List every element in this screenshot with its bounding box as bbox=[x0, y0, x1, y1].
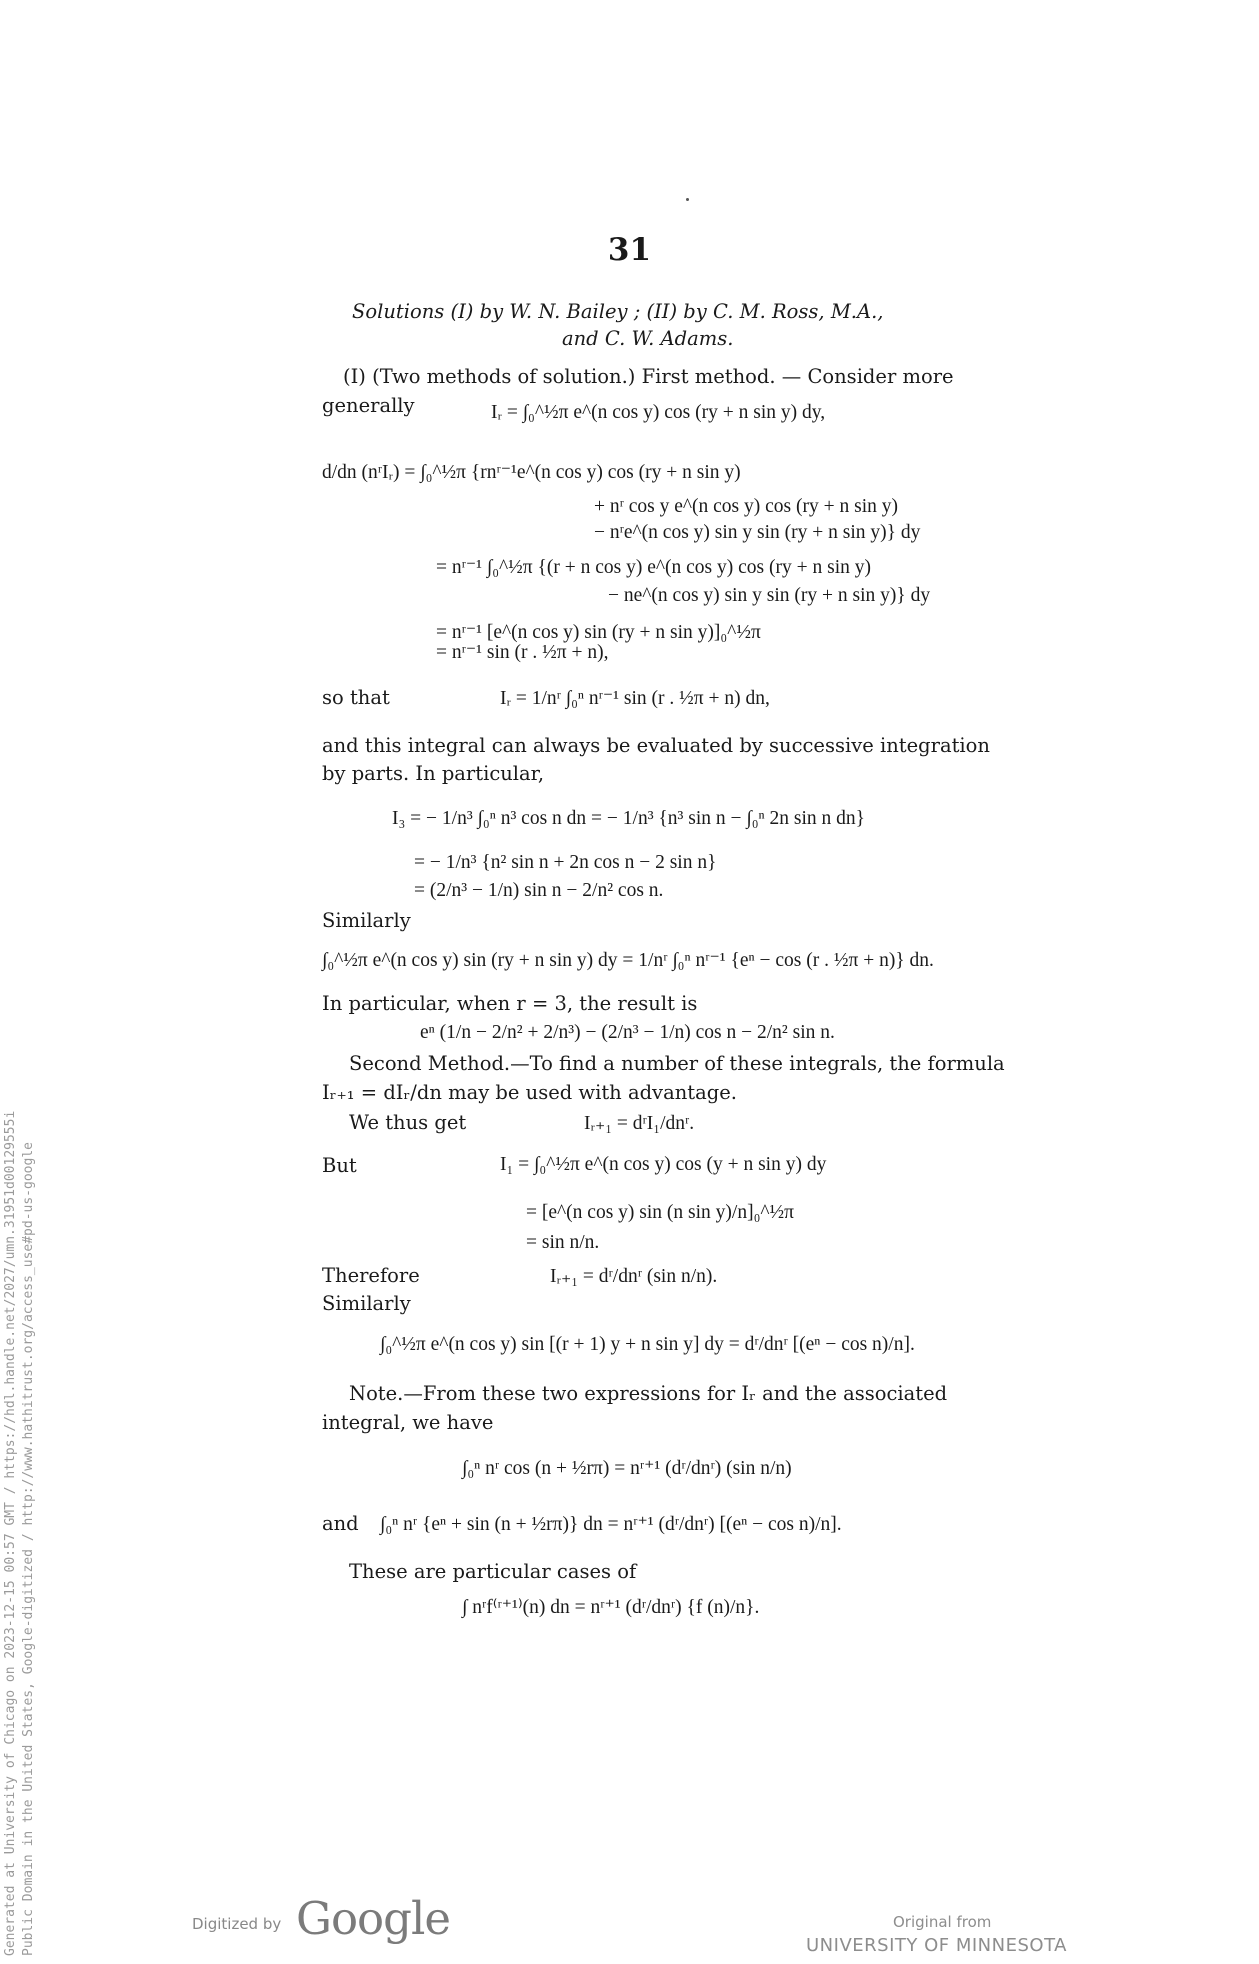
text-line-l18: Similarly bbox=[322, 909, 411, 932]
text-line-l39: These are particular cases of bbox=[349, 1560, 637, 1583]
text-line-l35: integral, we have bbox=[322, 1411, 494, 1434]
text-line-l37: and bbox=[322, 1512, 359, 1535]
page-number: 31 bbox=[607, 232, 652, 268]
text-line-l24: We thus get bbox=[349, 1111, 467, 1134]
text-line-l04: d/dn (nʳIᵣ) = ∫₀^½π {rnʳ⁻¹e^(n cos y) cos (ry + n sin y) bbox=[322, 462, 741, 483]
university-label: UNIVERSITY OF MINNESOTA bbox=[806, 1935, 1067, 1956]
text-line-l34: Note.—From these two expressions for Iᵣ and the associated bbox=[349, 1382, 948, 1405]
text-line-l15: I₃ = − 1/n³ ∫₀ⁿ n³ cos n dn = − 1/n³ {n³ sin n − ∫₀ⁿ 2n sin n dn} bbox=[392, 808, 866, 829]
text-line-l30: Therefore bbox=[322, 1264, 420, 1287]
text-line-l17: = (2/n³ − 1/n) sin n − 2/n² cos n. bbox=[414, 880, 664, 901]
text-line-l02: generally bbox=[322, 394, 415, 417]
text-line-l07: = nʳ⁻¹ ∫₀^½π {(r + n cos y) e^(n cos y) cos (ry + n sin y) bbox=[436, 557, 871, 578]
text-line-l26: But bbox=[322, 1154, 357, 1177]
text-line-l05: + nʳ cos y e^(n cos y) cos (ry + n sin y) bbox=[594, 496, 898, 517]
text-line-l23: Iᵣ₊₁ = dIᵣ/dn may be used with advantage. bbox=[322, 1081, 737, 1104]
text-line-l21: eⁿ (1/n − 2/n² + 2/n³) − (2/n³ − 1/n) cos n − 2/n² sin n. bbox=[420, 1022, 835, 1043]
text-line-l09: = nʳ⁻¹ [e^(n cos y) sin (ry + n sin y)]₀^½π bbox=[436, 622, 761, 643]
text-line-l03: Iᵣ = ∫₀^½π e^(n cos y) cos (ry + n sin y) dy, bbox=[491, 402, 826, 423]
sidebar-line-1: Generated at University of Chicago on 2023-12-15 00:57 GMT / https://hdl.handle.net/2027/umn.31951d00129555i bbox=[3, 1110, 18, 1956]
hathitrust-sidebar bbox=[2, 1111, 38, 1956]
text-line-l28: = [e^(n cos y) sin (n sin y)/n]₀^½π bbox=[526, 1202, 794, 1223]
text-line-l20: In particular, when r = 3, the result is bbox=[322, 992, 698, 1015]
text-line-l10: = nʳ⁻¹ sin (r . ½π + n), bbox=[436, 642, 609, 663]
speck-mark bbox=[686, 198, 689, 201]
text-line-l01: (I) (Two methods of solution.) First method. — Consider more bbox=[343, 365, 954, 388]
text-line-l32: Similarly bbox=[322, 1292, 411, 1315]
text-line-l27: I₁ = ∫₀^½π e^(n cos y) cos (y + n sin y) dy bbox=[500, 1154, 827, 1175]
text-line-l12: Iᵣ = 1/nʳ ∫₀ⁿ nʳ⁻¹ sin (r . ½π + n) dn, bbox=[500, 688, 770, 709]
digitized-by-label: Digitized by bbox=[192, 1915, 282, 1933]
original-from-label: Original from bbox=[893, 1913, 992, 1931]
text-line-l31: Iᵣ₊₁ = dʳ/dnʳ (sin n/n). bbox=[550, 1266, 718, 1287]
text-line-l19: ∫₀^½π e^(n cos y) sin (ry + n sin y) dy = 1/nʳ ∫₀ⁿ nʳ⁻¹ {eⁿ − cos (r . ½π + n)} dn. bbox=[322, 950, 934, 971]
google-logo: Google bbox=[296, 1892, 450, 1945]
text-line-l38: ∫₀ⁿ nʳ {eⁿ + sin (n + ½rπ)} dn = nʳ⁺¹ (dʳ/dnʳ) [(eⁿ − cos n)/n]. bbox=[380, 1514, 842, 1535]
text-line-l08: − ne^(n cos y) sin y sin (ry + n sin y)} dy bbox=[608, 585, 931, 606]
text-line-l16: = − 1/n³ {n² sin n + 2n cos n − 2 sin n} bbox=[414, 852, 717, 873]
sidebar-line-2: Public Domain in the United States, Google-digitized / http://www.hathitrust.org/access_use#pd-us-google bbox=[21, 1142, 36, 1956]
text-line-l13: and this integral can always be evaluated by successive integration bbox=[322, 734, 990, 757]
text-line-l29: = sin n/n. bbox=[526, 1232, 600, 1253]
solutions-heading-line2: and C. W. Adams. bbox=[562, 327, 734, 350]
text-line-l36: ∫₀ⁿ nʳ cos (n + ½rπ) = nʳ⁺¹ (dʳ/dnʳ) (sin n/n) bbox=[462, 1458, 792, 1479]
text-line-l11: so that bbox=[322, 686, 390, 709]
text-line-l40: ∫ nʳf⁽ʳ⁺¹⁾(n) dn = nʳ⁺¹ (dʳ/dnʳ) {f (n)/n}. bbox=[462, 1597, 760, 1618]
text-line-l06: − nʳe^(n cos y) sin y sin (ry + n sin y)} dy bbox=[594, 522, 921, 543]
text-line-l25: Iᵣ₊₁ = dʳI₁/dnʳ. bbox=[584, 1113, 695, 1134]
text-line-l33: ∫₀^½π e^(n cos y) sin [(r + 1) y + n sin y] dy = dʳ/dnʳ [(eⁿ − cos n)/n]. bbox=[380, 1334, 915, 1355]
solutions-heading-line1: Solutions (I) by W. N. Bailey ; (II) by C. M. Ross, M.A., bbox=[352, 300, 884, 323]
text-line-l22: Second Method.—To find a number of these integrals, the formula bbox=[349, 1052, 1005, 1075]
text-line-l14: by parts. In particular, bbox=[322, 762, 545, 785]
